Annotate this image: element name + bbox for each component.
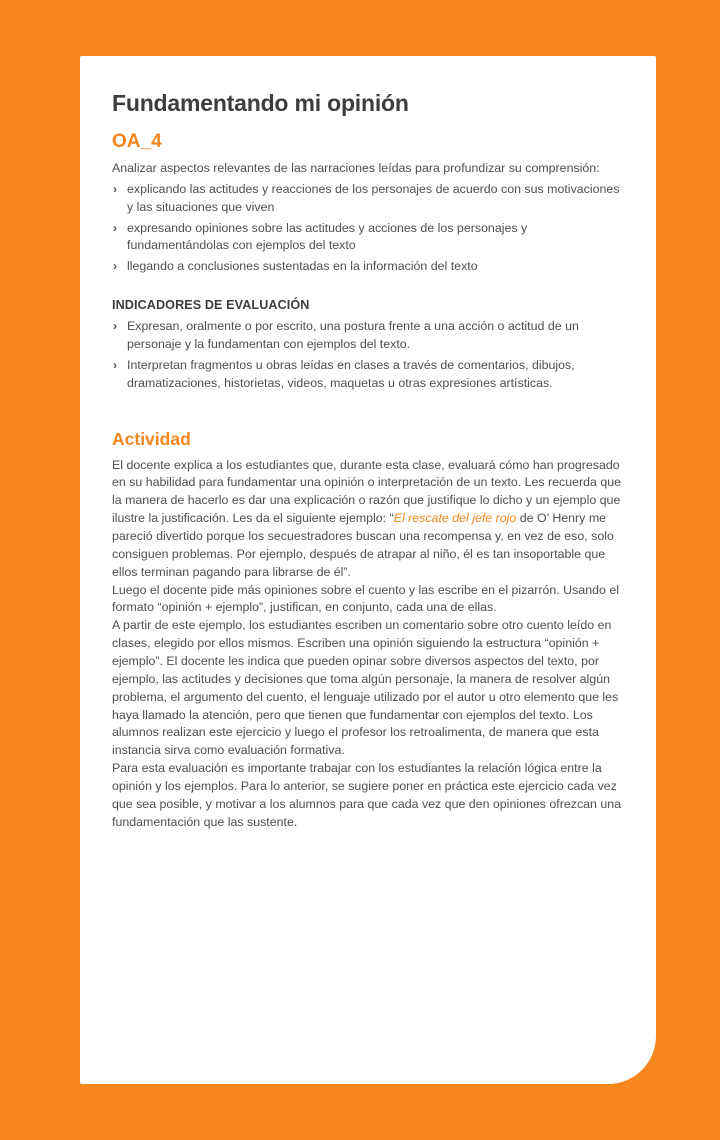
book-title: El rescate del jefe rojo [393,511,517,526]
actividad-heading: Actividad [112,428,191,449]
oa-intro: Analizar aspectos relevantes de las narraciones leídas para profundizar su comprensión: [112,161,600,175]
actividad-paragraph-3: A partir de este ejemplo, los estudiantes escriben un comentario sobre otro cuento leído en clases, elegido por ellos mismos. Escriben una opinión siguiendo la estructura “opinión + ejemplo”. El docente les indica que pueden opinar sobre diversos aspectos del texto, por ejemplo, las actitudes y decisiones que toma algún personaje, la manera de resolver algún problema, el argumento del cuento, el lenguaje utilizado por el autor u otro elemento que les haya llamado la atención, pero que tienen que fundamentar con ejemplos del texto. Los alumnos realizan este ejercicio y luego el profesor los retroalimenta, de manera que esta instancia sirva como evaluación formativa. [112,618,619,758]
bullet-text: Expresan, oralmente o por escrito, una postura frente a una acción o actitud de un personaje y la fundamentan con ejemplos del texto. [127,319,579,352]
bullet-marker: › [113,357,118,372]
list-item [112,181,628,217]
paragraph-text: El docente explica a los estudiantes que, durante esta clase, evaluará cómo han progresado en su habilidad para fundamentar una opinión o interpretación de un texto. Les recuerda que la manera de hacerlo es dar una explicación o razón que justifique lo dicho y un ejemplo que ilustre la justificación. Les da el siguiente ejemplo: “ [112,457,622,526]
list-item [112,258,628,276]
indicadores-bullet-list [112,318,628,392]
oa-bullet-list [112,181,628,276]
actividad-paragraph-4: Para esta evaluación es importante trabajar con los estudiantes la relación lógica entre la opinión y los ejemplos. Para lo anterior, se sugiere poner en práctica este ejercicio cada vez que sea posible, y motivar a los alumnos para que cada vez que den opiniones ofrezcan una fundamentación que las sustente. [112,761,622,829]
paragraph-text: de O’ Henry me pareció divertido porque los secuestradores buscan una recompensa y, en vez de eso, solo consiguen problemas. Por ejemplo, después de atrapar al niño, él es tan insoportable que ellos terminan pagando para librarse de él”. [112,511,614,579]
actividad-body [112,457,628,832]
page-title: Fundamentando mi opinión [112,90,409,116]
bullet-marker: › [113,259,118,274]
document-page [80,56,656,1084]
bullet-text: llegando a conclusiones sustentadas en la información del texto [127,259,478,274]
list-item [112,357,628,393]
oa-heading: OA_4 [112,131,162,152]
bullet-marker: › [113,319,118,334]
indicadores-heading: INDICADORES DE EVALUACIÓN [112,298,310,313]
bullet-marker: › [113,220,118,235]
list-item [112,220,628,256]
actividad-paragraph-2: Luego el docente pide más opiniones sobre el cuento y las escribe en el pizarrón. Usando el formato “opinión + ejemplo”, justifican, en conjunto, cada una de ellas. [112,582,619,615]
list-item [112,318,628,354]
bullet-marker: › [113,181,118,196]
bullet-text: expresando opiniones sobre las actitudes y acciones de los personajes y fundamentándolas con ejemplos del texto [127,220,528,253]
actividad-paragraph-1 [112,457,628,582]
bullet-text: Interpretan fragmentos u obras leídas en clases a través de comentarios, dibujos, dramatizaciones, historietas, videos, maquetas u otras expresiones artísticas. [127,357,575,390]
bullet-text: explicando las actitudes y reacciones de los personajes de acuerdo con sus motivaciones y las situaciones que viven [127,181,620,214]
